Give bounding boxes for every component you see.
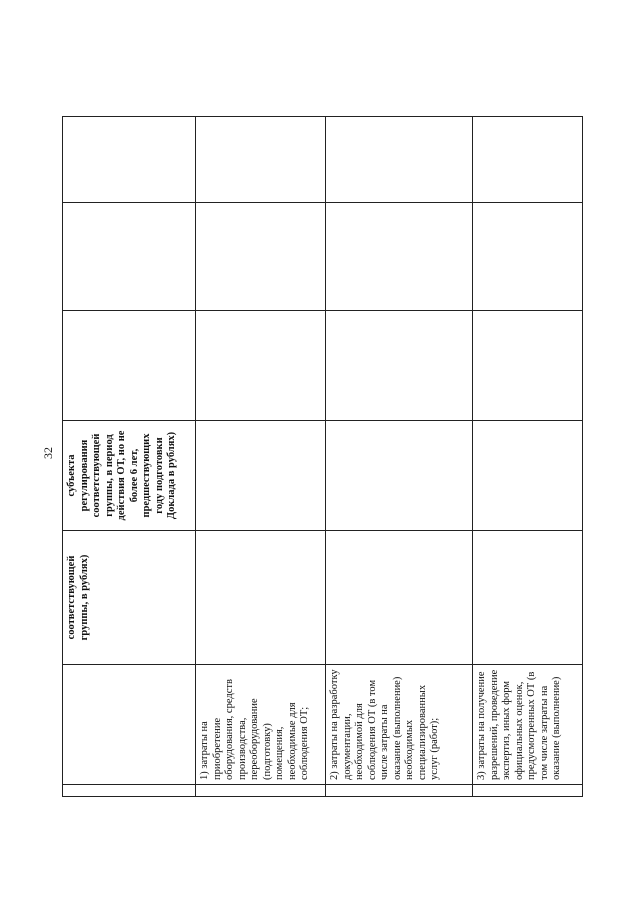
data-cell <box>326 421 473 531</box>
data-cell <box>473 311 583 421</box>
header-cell-blank-2 <box>63 203 196 311</box>
header-cell-blank-1 <box>63 311 196 421</box>
row-label: 1) затраты на приобретение оборудования, средств производства, переоборудование (подготовку) помещения, необходимые для соблюдения ОТ; <box>196 665 326 785</box>
table-header-row <box>63 117 196 797</box>
data-cell <box>196 421 326 531</box>
cost-table <box>62 116 583 797</box>
header-cell-end <box>63 117 196 203</box>
header-cell-subject: субъекта регулирования соответствующей группы, в период действия ОТ, но не более 6 лет, предшествующих году подготовки Доклада в рублях) <box>63 421 196 531</box>
data-cell <box>326 203 473 311</box>
edge-cell <box>196 785 326 797</box>
edge-cell <box>473 785 583 797</box>
data-cell <box>196 311 326 421</box>
data-cell <box>473 421 583 531</box>
table-row <box>473 117 583 797</box>
row-label: 3) затраты на получение разрешений, проведение экспертиз, иных форм официальных оценок, предусмотренных ОТ (в том числе затраты на оказание (выполнение) <box>473 665 583 785</box>
data-cell <box>473 203 583 311</box>
data-cell <box>196 531 326 665</box>
edge-cell <box>63 785 196 797</box>
rotated-table-frame <box>62 117 582 797</box>
row-label: 2) затраты на разработку документации, необходимой для соблюдения ОТ (в том числе затраты на оказание (выполнение) необходимых специализированных услуг (работ); <box>326 665 473 785</box>
header-cell-name <box>63 665 196 785</box>
header-cell-group: соответствующей группы, в рублях) <box>63 531 196 665</box>
data-cell <box>196 203 326 311</box>
table-row <box>196 117 326 797</box>
data-cell <box>326 117 473 203</box>
edge-cell <box>326 785 473 797</box>
data-cell <box>473 531 583 665</box>
data-cell <box>473 117 583 203</box>
table-row <box>326 117 473 797</box>
data-cell <box>196 117 326 203</box>
data-cell <box>326 311 473 421</box>
data-cell <box>326 531 473 665</box>
page-number: 32 <box>41 447 55 459</box>
